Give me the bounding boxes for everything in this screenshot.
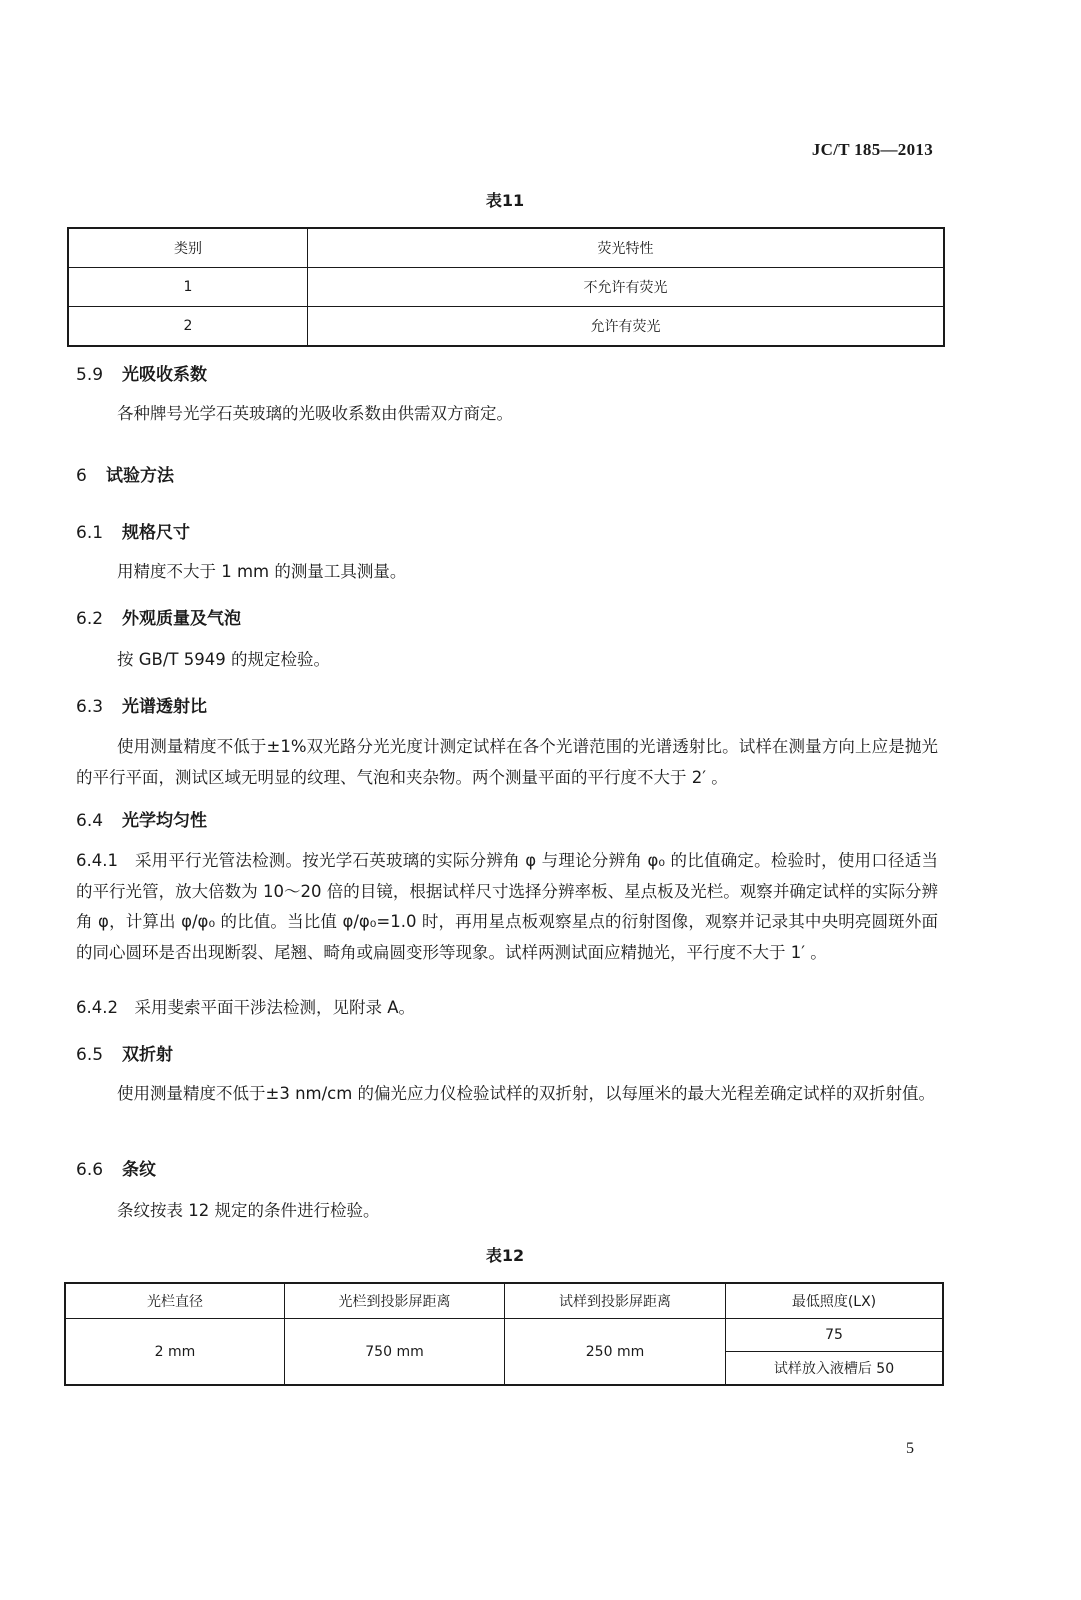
section-title: 双折射: [122, 1045, 173, 1065]
table-row: [65, 1319, 943, 1352]
table-cell: 1: [68, 268, 308, 307]
section-title: 光吸收系数: [122, 365, 207, 385]
table-cell: 不允许有荧光: [308, 268, 945, 307]
section-heading-5-9: [76, 360, 207, 385]
section-number: 6.3: [76, 697, 104, 717]
table11-title: 表11: [485, 191, 525, 210]
paragraph: 各种牌号光学石英玻璃的光吸收系数由供需双方商定。: [117, 404, 513, 423]
section-number: 6.5: [76, 1045, 104, 1065]
section-heading-6-1: [76, 518, 190, 543]
section-heading-6-5: [76, 1040, 173, 1065]
section-heading-6: [76, 461, 174, 486]
table-cell: 75: [726, 1319, 944, 1352]
paragraph: [76, 732, 938, 793]
section-title: 规格尺寸: [122, 523, 190, 543]
table-cell: 750 mm: [285, 1319, 505, 1386]
paragraph-text: 使用测量精度不低于±1%双光路分光光度计测定试样在各个光谱范围的光谱透射比。试样在测量方向上应是抛光的平行平面，测试区域无明显的纹理、气泡和夹杂物。两个测量平面的平行度不大于 2′ 。: [76, 737, 938, 787]
paragraph: 条纹按表 12 规定的条件进行检验。: [117, 1201, 380, 1220]
table-cell: 允许有荧光: [308, 307, 945, 347]
paragraph-text: 使用测量精度不低于±3 nm/cm 的偏光应力仪检验试样的双折射，以每厘米的最大光程差确定试样的双折射值。: [117, 1084, 936, 1103]
paragraph: 按 GB/T 5949 的规定检验。: [117, 650, 330, 669]
table11: [67, 227, 945, 347]
table-header-row: [68, 228, 944, 268]
page-number: 5: [906, 1440, 914, 1457]
standard-code: JC/T 185—2013: [811, 140, 933, 159]
table-header-cell: 类别: [68, 228, 308, 268]
section-title: 条纹: [122, 1160, 156, 1180]
table-row: [68, 268, 944, 307]
paragraph: 6.4.2 采用斐索平面干涉法检测，见附录 A。: [76, 998, 416, 1017]
table-cell: 试样放入液槽后 50: [726, 1352, 944, 1386]
table12: [64, 1282, 944, 1386]
section-title: 光谱透射比: [122, 697, 207, 717]
paragraph: 6.4.1 采用平行光管法检测。按光学石英玻璃的实际分辨角 φ 与理论分辨角 φ₀ 的比值确定。检验时，使用口径适当的平行光管，放大倍数为 10～20 倍的目镜，根据试样尺寸选择分辨率板、星点板及光栏。观察并确定试样的实际分辨角 φ，计算出 φ/φ₀ 的比值。当比值 φ/φ₀=1.0 时，再用星点板观察星点的衍射图像，观察并记录其中央明亮圆斑外面的同心圆环是否出现断裂、尾翘、畸角或扁圆变形等现象。试样两测试面应精抛光，平行度不大于 1′ 。: [76, 851, 938, 962]
table-row: [68, 307, 944, 347]
section-number: 5.9: [76, 365, 104, 385]
section-title: 外观质量及气泡: [122, 609, 241, 629]
table-header-cell: 最低照度(LX): [726, 1283, 944, 1319]
table-header-cell: 光栏直径: [65, 1283, 285, 1319]
section-heading-6-3: [76, 692, 207, 717]
table-cell: 250 mm: [505, 1319, 726, 1386]
section-number: 6.4: [76, 811, 104, 831]
table12-title: 表12: [485, 1246, 525, 1265]
paragraph: [76, 1079, 938, 1110]
section-heading-6-6: [76, 1155, 156, 1180]
section-number: 6.2: [76, 609, 104, 629]
table-header-row: [65, 1283, 943, 1319]
section-heading-6-4: [76, 806, 207, 831]
table-cell: 2 mm: [65, 1319, 285, 1386]
section-number: 6.1: [76, 523, 104, 543]
section-title: 光学均匀性: [122, 811, 207, 831]
table-header-cell: 试样到投影屏距离: [505, 1283, 726, 1319]
table-header-cell: 光栏到投影屏距离: [285, 1283, 505, 1319]
section-number: 6.6: [76, 1160, 104, 1180]
section-number: 6: [76, 466, 87, 486]
section-title: 试验方法: [106, 466, 174, 486]
table-cell: 2: [68, 307, 308, 347]
paragraph: 用精度不大于 1 mm 的测量工具测量。: [117, 562, 407, 581]
table-header-cell: 荧光特性: [308, 228, 945, 268]
section-heading-6-2: [76, 604, 241, 629]
